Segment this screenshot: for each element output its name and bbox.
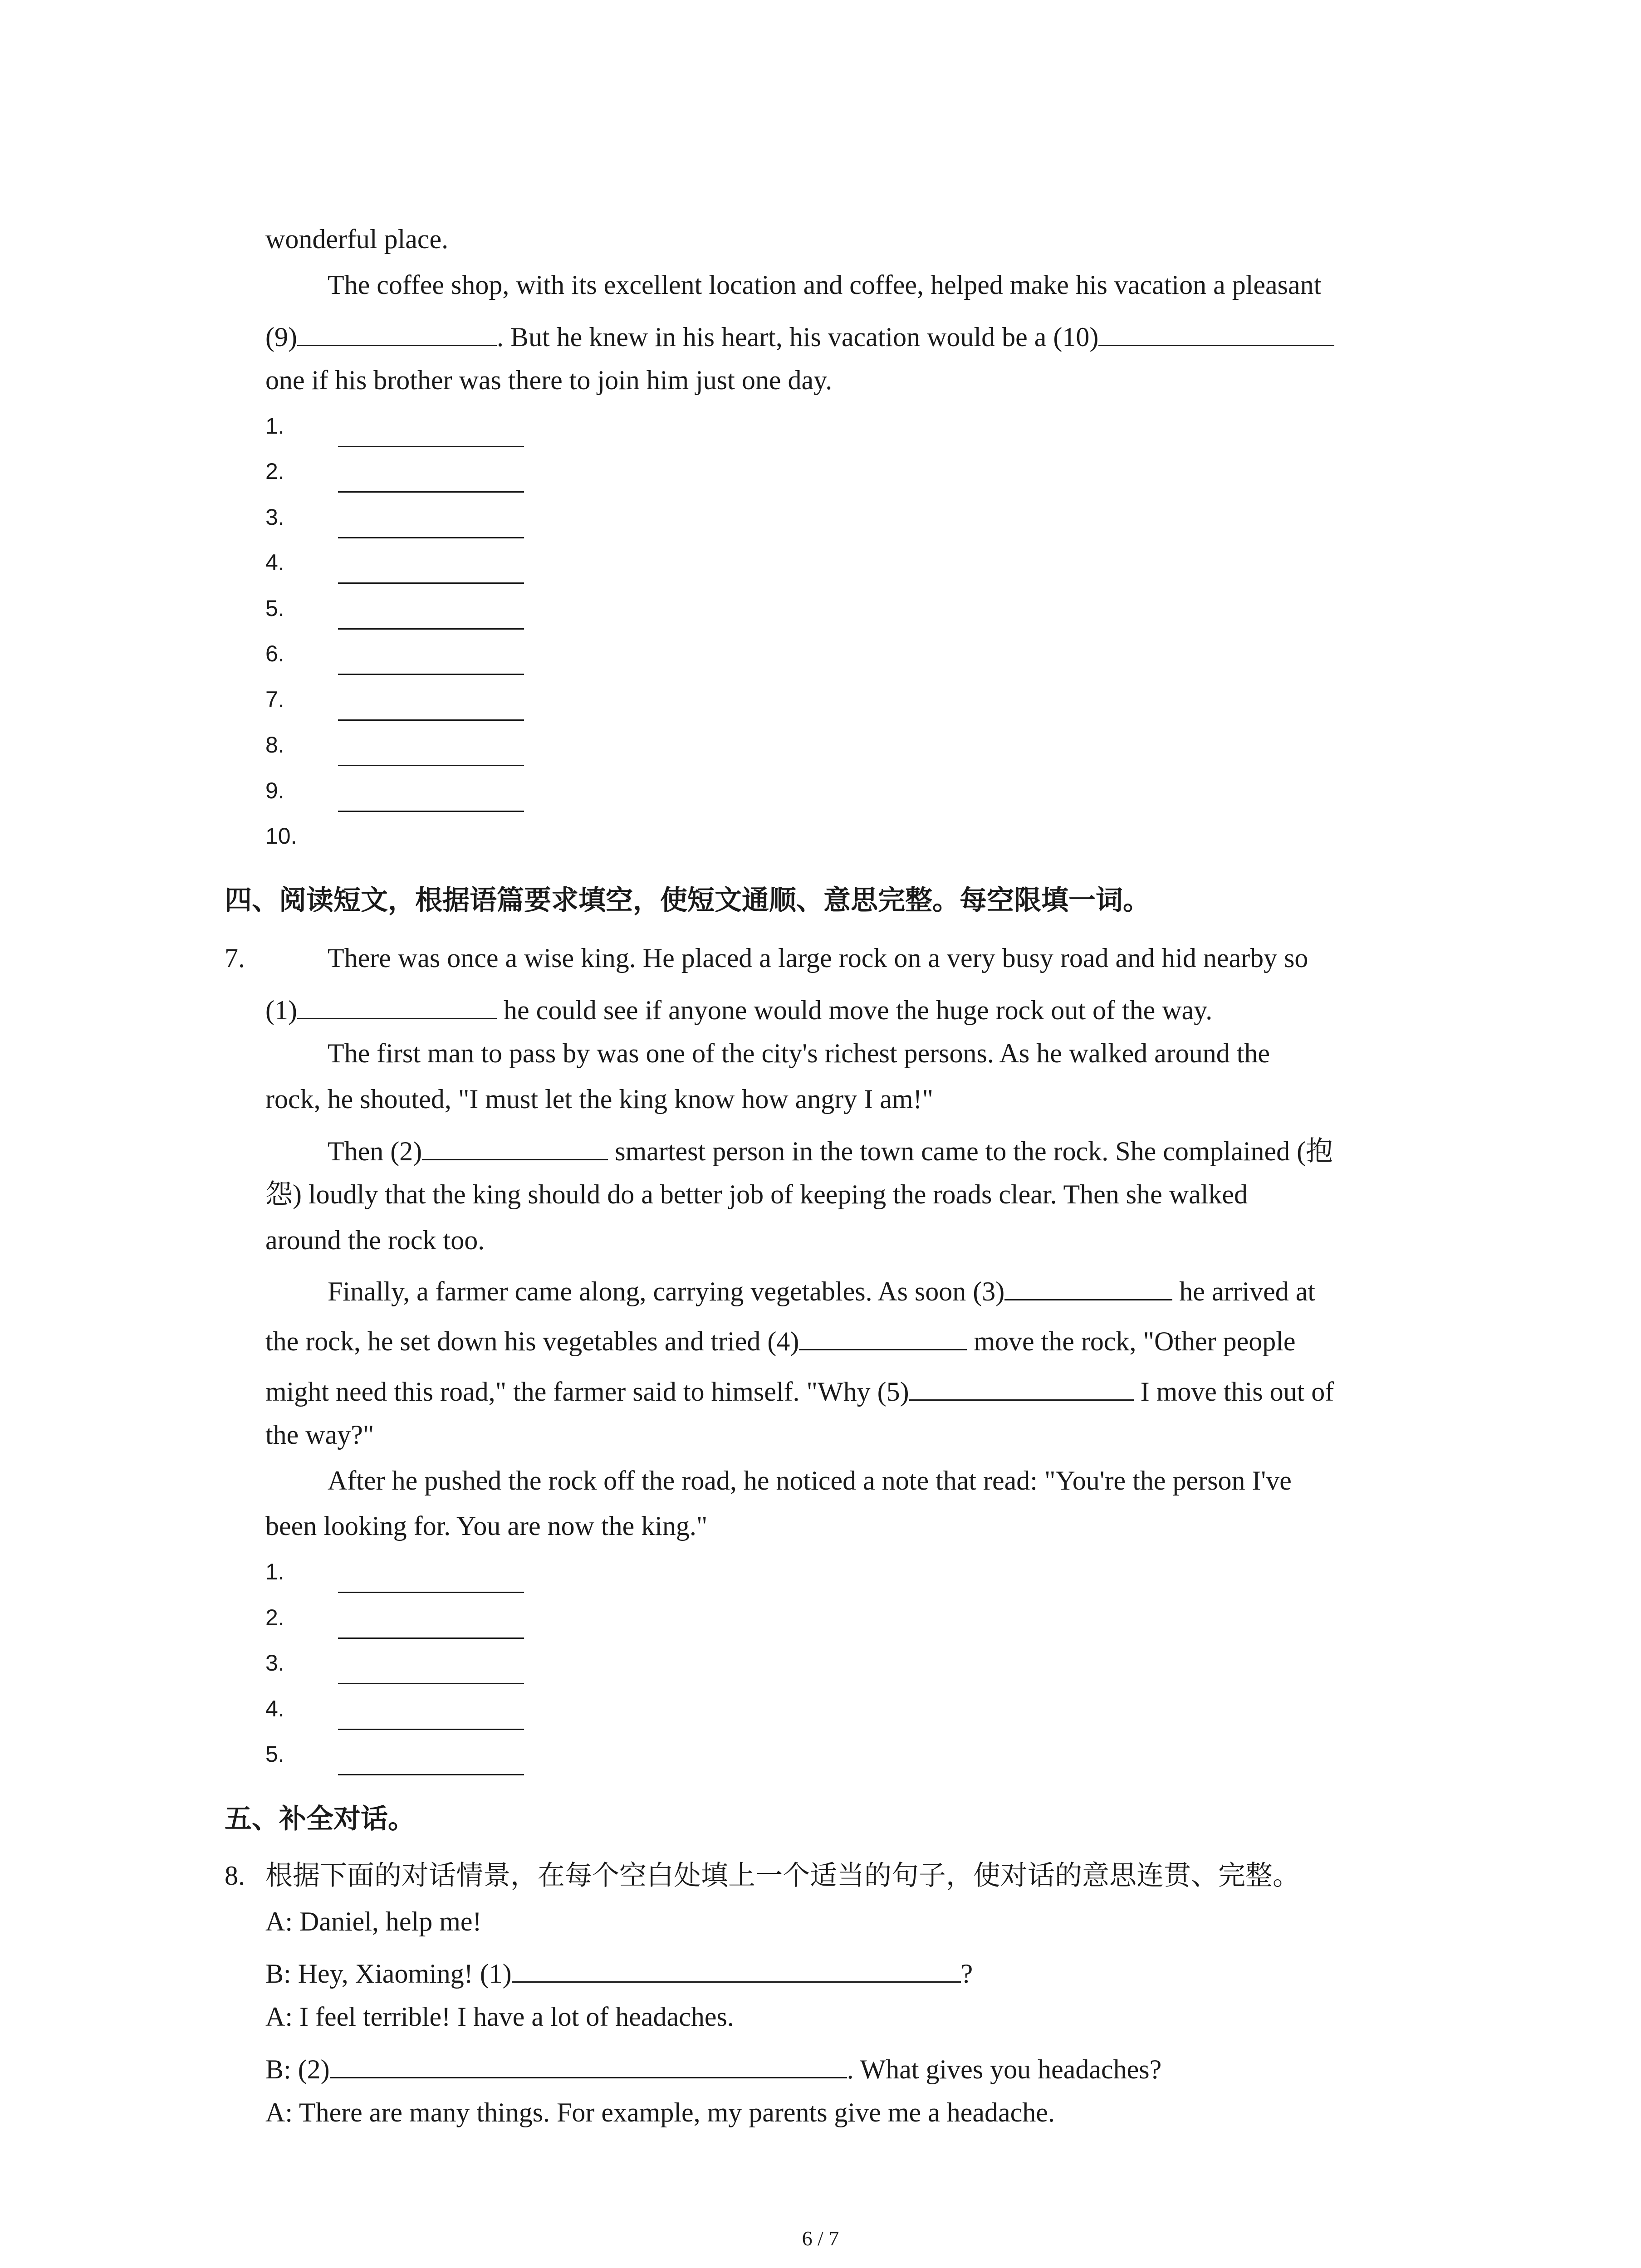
- passage-line: around the rock too.: [265, 1225, 485, 1255]
- answer-line[interactable]: [338, 628, 524, 630]
- blank-3[interactable]: [1004, 1276, 1172, 1300]
- answer-number: 1.: [265, 1559, 284, 1584]
- blank-5[interactable]: [909, 1376, 1134, 1401]
- passage-line: rock, he shouted, "I must let the king know how angry I am!": [265, 1084, 934, 1114]
- answer-line[interactable]: [338, 1592, 524, 1593]
- passage-line: After he pushed the rock off the road, he noticed a note that read: "You're the person I've: [328, 1466, 1292, 1496]
- passage-text: I move this out of: [1133, 1377, 1334, 1407]
- passage-text: Finally, a farmer came along, carrying vegetables. As soon (3): [328, 1276, 1005, 1306]
- blank-9[interactable]: [297, 321, 497, 346]
- answer-number: 5.: [265, 596, 284, 621]
- dialogue-text: ?: [960, 1959, 973, 1989]
- dialogue-blank-2[interactable]: [330, 2053, 847, 2078]
- answer-line[interactable]: [338, 1729, 524, 1730]
- passage-line: There was once a wise king. He placed a large rock on a very busy road and hid nearby so: [328, 943, 1308, 973]
- passage-text: smartest person in the town came to the rock. She complained (: [608, 1136, 1306, 1166]
- answer-number: 9.: [265, 778, 284, 803]
- answer-number: 6.: [265, 641, 284, 666]
- passage-line-with-blanks: [265, 1376, 1334, 1405]
- passage-line: the way?": [265, 1420, 374, 1450]
- passage-line-with-blanks: [265, 1325, 1296, 1355]
- answer-number: 2.: [265, 1605, 284, 1630]
- answer-line[interactable]: [338, 1637, 524, 1639]
- answer-line[interactable]: [338, 446, 524, 447]
- blank-label-9: (9): [265, 322, 297, 352]
- answer-line[interactable]: [338, 1774, 524, 1775]
- dialogue-line: A: I feel terrible! I have a lot of headaches.: [265, 2002, 734, 2032]
- answer-number: 5.: [265, 1741, 284, 1767]
- answer-line[interactable]: [338, 491, 524, 493]
- question-instruction: 根据下面的对话情景，在每个空白处填上一个适当的句子，使对话的意思连贯、完整。: [265, 1860, 1300, 1892]
- dialogue-line: A: Daniel, help me!: [265, 1906, 482, 1936]
- dialogue-text: B: Hey, Xiaoming! (1): [265, 1959, 512, 1989]
- passage-text: move the rock, "Other people: [967, 1326, 1296, 1356]
- answer-number: 4.: [265, 550, 284, 575]
- answer-number: 3.: [265, 504, 284, 530]
- answer-line[interactable]: [338, 537, 524, 538]
- section-heading-4: 四、阅读短文，根据语篇要求填空，使短文通顺、意思完整。每空限填一词。: [225, 885, 1150, 916]
- dialogue-text: B: (2): [265, 2054, 330, 2084]
- passage-line-with-blanks: [328, 1135, 1333, 1165]
- passage-line-with-blanks: [265, 994, 1212, 1024]
- chinese-gloss: 怨: [265, 1178, 293, 1210]
- passage-line-with-blanks: [265, 321, 1334, 351]
- passage-line: [265, 1178, 1248, 1210]
- answer-number: 3.: [265, 1650, 284, 1676]
- dialogue-line-with-blank: [265, 1958, 973, 1987]
- answer-number: 1.: [265, 413, 284, 439]
- dialogue-line: A: There are many things. For example, my parents give me a headache.: [265, 2097, 1055, 2127]
- blank-label-2: Then (2): [328, 1136, 422, 1166]
- dialogue-line-with-blank: [265, 2053, 1161, 2083]
- answer-number: 8.: [265, 732, 284, 758]
- dialogue-blank-1[interactable]: [512, 1958, 961, 1983]
- passage-text: he arrived at: [1172, 1276, 1316, 1306]
- blank-2[interactable]: [422, 1135, 608, 1160]
- passage-line: The first man to pass by was one of the city's richest persons. As he walked around the: [328, 1038, 1270, 1068]
- answer-line[interactable]: [338, 765, 524, 766]
- passage-line: one if his brother was there to join him just one day.: [265, 365, 833, 395]
- passage-line: The coffee shop, with its excellent location and coffee, helped make his vacation a pleasant: [328, 270, 1322, 300]
- answer-number: 2.: [265, 459, 284, 484]
- answer-line[interactable]: [338, 811, 524, 812]
- blank-10[interactable]: [1098, 321, 1334, 346]
- answer-line[interactable]: [338, 719, 524, 721]
- question-number-8: 8.: [225, 1861, 245, 1891]
- answer-line[interactable]: [338, 1683, 524, 1684]
- answer-number: 10.: [265, 823, 297, 849]
- answer-line[interactable]: [338, 582, 524, 584]
- dialogue-text: . What gives you headaches?: [847, 2054, 1162, 2084]
- blank-label-1: (1): [265, 995, 297, 1025]
- passage-text: might need this road," the farmer said to himself. "Why (5): [265, 1377, 909, 1407]
- passage-line: wonderful place.: [265, 224, 449, 254]
- passage-text: the rock, he set down his vegetables and tried (4): [265, 1326, 799, 1356]
- answer-line[interactable]: [338, 674, 524, 675]
- answer-number: 4.: [265, 1696, 284, 1721]
- chinese-gloss: 抱: [1306, 1135, 1333, 1167]
- passage-text: ) loudly that the king should do a better job of keeping the roads clear. Then she walked: [293, 1179, 1248, 1209]
- blank-4[interactable]: [799, 1325, 967, 1350]
- answer-number: 7.: [265, 687, 284, 712]
- page-number: 6 / 7: [802, 2227, 839, 2250]
- section-heading-5: 五、补全对话。: [225, 1803, 415, 1835]
- passage-line-with-blanks: [328, 1276, 1315, 1305]
- passage-text: . But he knew in his heart, his vacation would be a (10): [496, 322, 1099, 352]
- passage-line: been looking for. You are now the king.": [265, 1511, 708, 1541]
- question-number-7: 7.: [225, 943, 245, 973]
- blank-1[interactable]: [297, 994, 497, 1019]
- passage-text: he could see if anyone would move the huge rock out of the way.: [496, 995, 1213, 1025]
